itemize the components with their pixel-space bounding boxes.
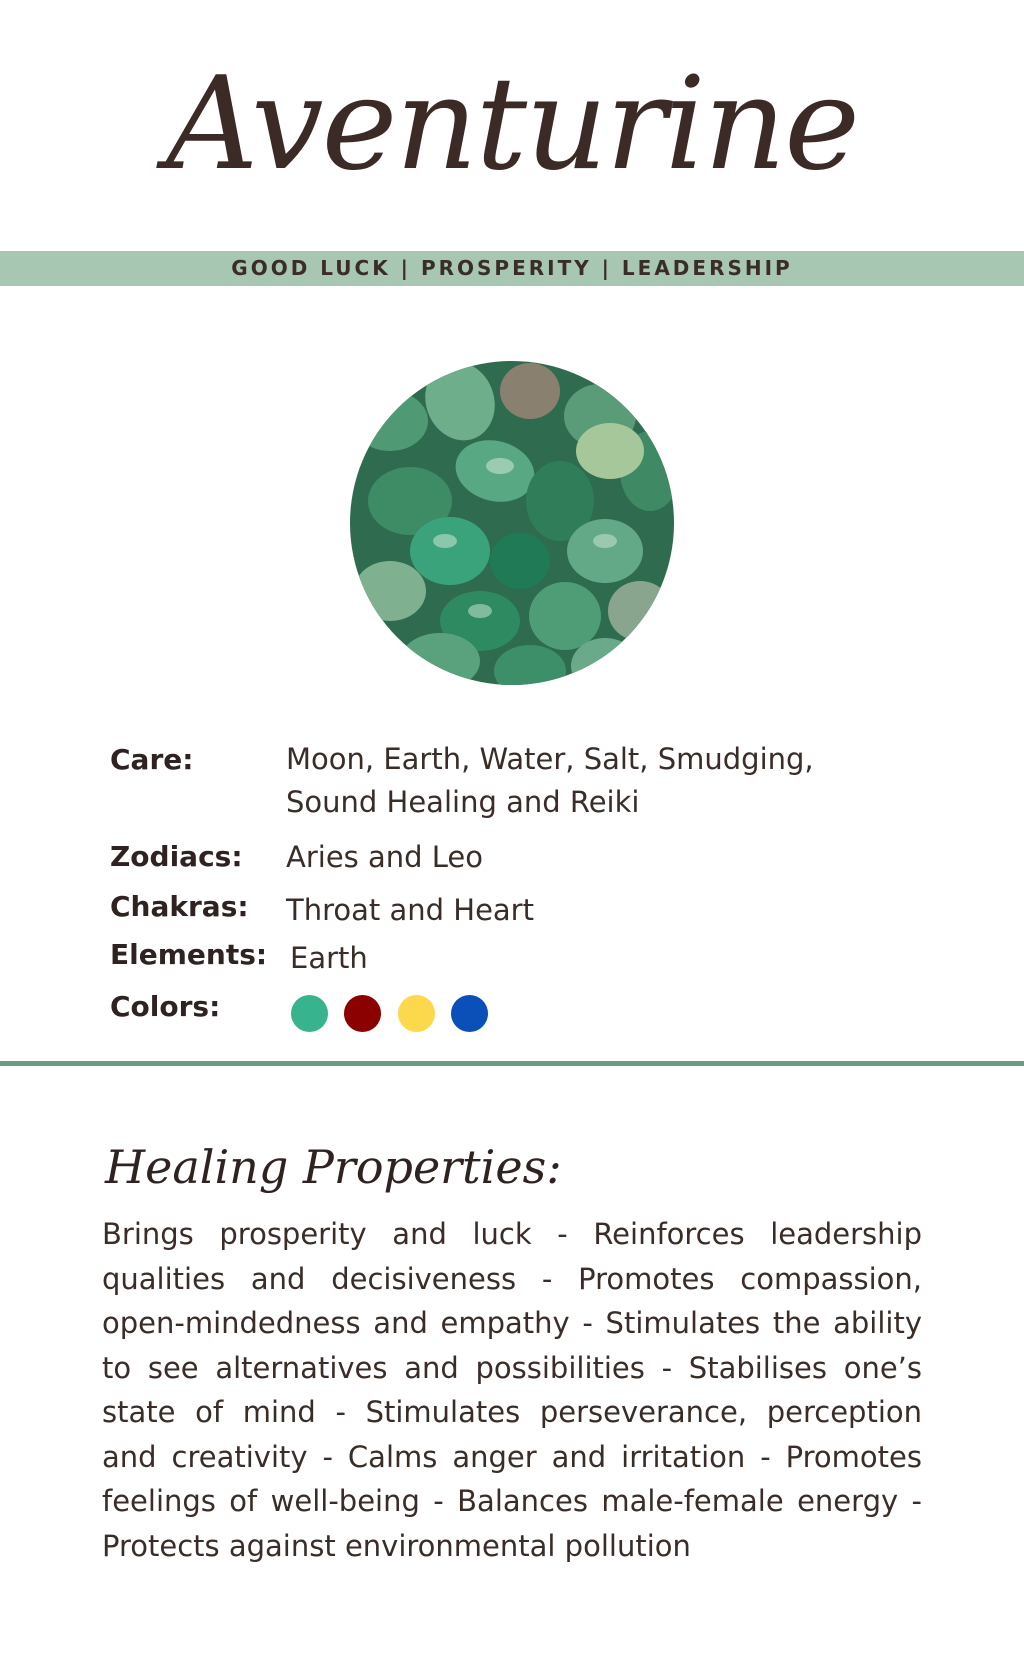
care-label: Care: (110, 743, 194, 776)
elements-value: Earth (290, 941, 368, 975)
section-divider (0, 1061, 1024, 1066)
healing-body: Brings prosperity and luck - Reinforces leadership qualities and decisiveness - Promotes compassion, open-mindedness and empathy - Stimulates the ability to see alternatives and possibilities - Stabilises one’s state of mind - Stimulates perseverance, perception and creativity - Calms anger and irritation - Promotes feelings of well-being - Balances male-female energy - Protects against environmental pollution (102, 1217, 922, 1563)
care-value (286, 738, 886, 824)
chakras-label: Chakras: (110, 890, 249, 923)
elements-label: Elements: (110, 938, 268, 971)
zodiacs-value: Aries and Leo (286, 840, 483, 874)
care-value-line-2: Sound Healing and Reiki (286, 785, 640, 819)
stone-photo (350, 361, 674, 685)
healing-heading: Healing Properties: (105, 1140, 562, 1194)
zodiacs-label: Zodiacs: (110, 840, 243, 873)
colors-label: Colors: (110, 990, 221, 1023)
color-swatch-yellow (398, 995, 435, 1032)
page-title: Aventurine (166, 50, 858, 199)
color-swatch-red (344, 995, 381, 1032)
care-value-line-1: Moon, Earth, Water, Salt, Smudging, (286, 742, 814, 776)
color-swatch-green (291, 995, 328, 1032)
color-swatch-blue (451, 995, 488, 1032)
keywords-banner: GOOD LUCK | PROSPERITY | LEADERSHIP (0, 251, 1024, 286)
chakras-value: Throat and Heart (286, 893, 534, 927)
